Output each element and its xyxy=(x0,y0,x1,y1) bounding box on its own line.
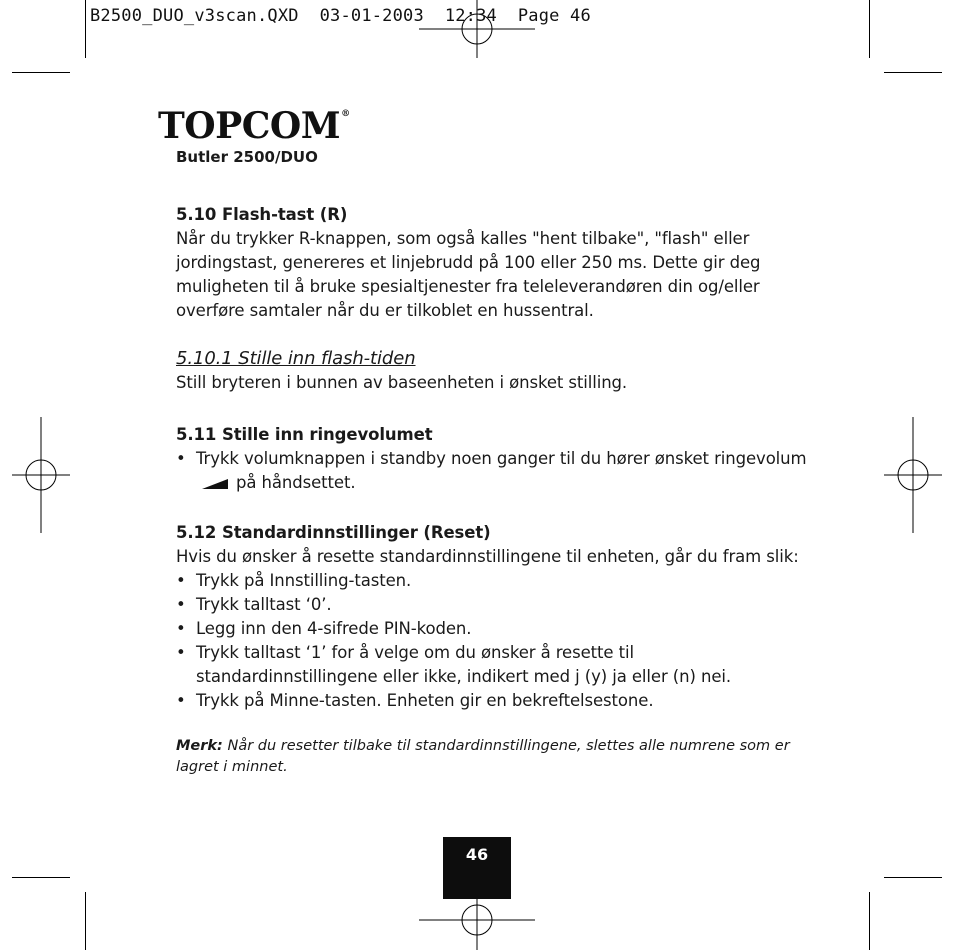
registered-mark: ® xyxy=(341,109,350,119)
reset-step-3: Legg inn den 4-sifrede PIN-koden. xyxy=(196,619,472,638)
crop-mark xyxy=(869,0,870,58)
logo-text: TOPCOM xyxy=(158,105,341,147)
registration-mark-bottom-icon xyxy=(419,892,535,950)
bullet: • xyxy=(176,571,186,590)
crop-mark xyxy=(869,892,870,950)
slug-file-name: B2500_DUO_v3scan.QXD xyxy=(90,6,299,26)
section-body-flash: Når du trykker R-knappen, som også kalles "hent tilbake", "flash" eller jordingstast, genereres et linjebrudd på 100 eller 250 ms. Dette gir deg muligheten til å bruke spesialtjenester fra teleleverandøren din og/eller overføre samtaler når du er tilkoblet en hussentral. xyxy=(176,229,761,320)
subsection-body-flash-time: Still bryteren i bunnen av baseenheten i ønsket stilling. xyxy=(176,373,628,392)
reset-step-5: Trykk på Minne-tasten. Enheten gir en bekreftelsestone. xyxy=(196,691,654,710)
bullet: • xyxy=(176,619,186,638)
list-item xyxy=(176,689,816,713)
crop-mark xyxy=(884,72,942,73)
slug-time: 12:34 xyxy=(444,6,497,26)
bullet: • xyxy=(176,449,186,468)
crop-mark xyxy=(884,877,942,878)
reset-step-2: Trykk talltast ‘0’. xyxy=(196,595,332,614)
print-slug xyxy=(90,6,591,26)
crop-mark xyxy=(85,892,86,950)
reset-step-4: Trykk talltast ‘1’ for å velge om du ønsker å resette til standardinnstillingene eller ikke, indikert med j (y) ja eller (n) nei. xyxy=(196,643,731,686)
list-item xyxy=(176,447,816,495)
slug-date: 03-01-2003 xyxy=(319,6,424,26)
manual-content xyxy=(176,203,816,713)
note-text: Når du resetter tilbake til standardinnstillingene, slettes alle numrene som er lagret i minnet. xyxy=(176,738,790,775)
ring-volume-list xyxy=(176,447,816,495)
page-number: 46 xyxy=(443,837,511,899)
note-label: Merk: xyxy=(176,738,223,754)
reset-step-1: Trykk på Innstilling-tasten. xyxy=(196,571,412,590)
reset-steps-list xyxy=(176,569,816,713)
volume-ramp-icon xyxy=(202,478,228,490)
crop-mark xyxy=(12,72,70,73)
list-item xyxy=(176,617,816,641)
bullet: • xyxy=(176,595,186,614)
model-name: Butler 2500/DUO xyxy=(176,148,318,166)
note xyxy=(176,736,816,778)
registration-mark-right-icon xyxy=(884,417,942,533)
bullet: • xyxy=(176,643,186,662)
bullet: • xyxy=(176,691,186,710)
subsection-heading-flash-time: 5.10.1 Stille inn flash-tiden xyxy=(176,348,416,369)
section-heading-ring-volume: 5.11 Stille inn ringevolumet xyxy=(176,425,433,444)
crop-mark xyxy=(12,877,70,878)
crop-mark xyxy=(85,0,86,58)
section-intro-reset: Hvis du ønsker å resette standardinnstillingene til enheten, går du fram slik: xyxy=(176,547,799,566)
topcom-logo xyxy=(158,105,350,147)
slug-page: Page 46 xyxy=(517,6,591,26)
section-heading-flash: 5.10 Flash-tast (R) xyxy=(176,205,348,224)
section-heading-reset: 5.12 Standardinnstillinger (Reset) xyxy=(176,523,491,542)
list-item xyxy=(176,593,816,617)
list-item xyxy=(176,641,816,689)
list-item xyxy=(176,569,816,593)
registration-mark-left-icon xyxy=(12,417,70,533)
ring-volume-text-2: på håndsettet. xyxy=(236,473,356,492)
ring-volume-text-1: Trykk volumknappen i standby noen ganger til du hører ønsket ringevolum xyxy=(196,449,807,468)
